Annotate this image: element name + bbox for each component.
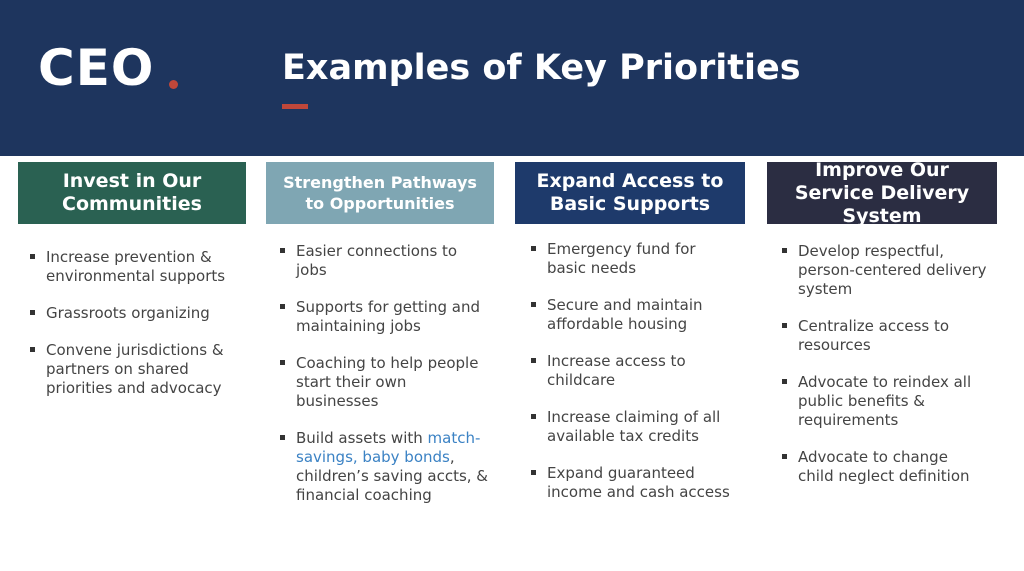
header-banner	[0, 0, 1024, 156]
column-heading-service-delivery: Improve Our Service Delivery System	[767, 162, 997, 224]
list-item-text: Increase access to childcare	[547, 352, 686, 389]
bullet-icon	[782, 379, 787, 384]
list-item	[30, 248, 230, 286]
list-item	[280, 242, 492, 280]
list-item	[531, 240, 736, 278]
list-item-text: Convene jurisdictions & partners on shared priorities and advocacy	[46, 341, 224, 397]
list-item-text: Secure and maintain affordable housing	[547, 296, 703, 333]
bullet-icon	[280, 304, 285, 309]
ceo-logo: CEO	[38, 39, 155, 97]
bullet-icon	[531, 302, 536, 307]
list-item	[782, 448, 987, 486]
list-item	[30, 341, 230, 398]
list-basic-supports	[531, 240, 736, 520]
list-item-link-text: match-savings, baby bonds	[296, 429, 481, 466]
list-item-text: Centralize access to resources	[798, 317, 950, 354]
list-service-delivery	[782, 242, 987, 504]
list-item-text: Easier connections to jobs	[296, 242, 458, 279]
list-item	[30, 304, 230, 323]
list-item	[782, 317, 987, 355]
list-item	[280, 429, 492, 505]
bullet-icon	[280, 360, 285, 365]
column-heading-pathways: Strengthen Pathways to Opportunities	[266, 162, 494, 224]
bullet-icon	[782, 454, 787, 459]
bullet-icon	[531, 470, 536, 475]
page-title: Examples of Key Priorities	[282, 48, 801, 88]
title-underline	[282, 104, 308, 109]
list-item	[531, 408, 736, 446]
list-item-text: , children’s saving accts, & financial coaching	[296, 448, 488, 504]
column-heading-communities: Invest in Our Communities	[18, 162, 246, 224]
column-heading-basic-supports: Expand Access to Basic Supports	[515, 162, 745, 224]
list-pathways	[280, 242, 492, 523]
list-item	[531, 296, 736, 334]
logo-dot-icon	[169, 80, 178, 89]
bullet-icon	[531, 246, 536, 251]
bullet-icon	[782, 323, 787, 328]
list-item-text: Emergency fund for basic needs	[547, 240, 696, 277]
list-communities	[30, 248, 230, 416]
bullet-icon	[280, 435, 285, 440]
list-item-text: Expand guaranteed income and cash access	[547, 464, 730, 501]
bullet-icon	[30, 310, 35, 315]
list-item-text: Supports for getting and maintaining jobs	[296, 298, 480, 335]
list-item-text: Grassroots organizing	[46, 304, 210, 322]
list-item	[280, 298, 492, 336]
list-item	[531, 352, 736, 390]
list-item-text: Build assets with	[296, 429, 428, 447]
bullet-icon	[280, 248, 285, 253]
bullet-icon	[531, 358, 536, 363]
bullet-icon	[30, 254, 35, 259]
list-item-text: Increase prevention & environmental supports	[46, 248, 226, 285]
list-item-text: Advocate to reindex all public benefits & requirements	[798, 373, 972, 429]
list-item-text: Develop respectful, person-centered delivery system	[798, 242, 987, 298]
bullet-icon	[30, 347, 35, 352]
list-item	[280, 354, 492, 411]
list-item-text: Increase claiming of all available tax credits	[547, 408, 721, 445]
list-item	[782, 373, 987, 430]
list-item	[531, 464, 736, 502]
bullet-icon	[782, 248, 787, 253]
list-item-text: Coaching to help people start their own businesses	[296, 354, 479, 410]
bullet-icon	[531, 414, 536, 419]
list-item	[782, 242, 987, 299]
list-item-text: Advocate to change child neglect definition	[798, 448, 970, 485]
